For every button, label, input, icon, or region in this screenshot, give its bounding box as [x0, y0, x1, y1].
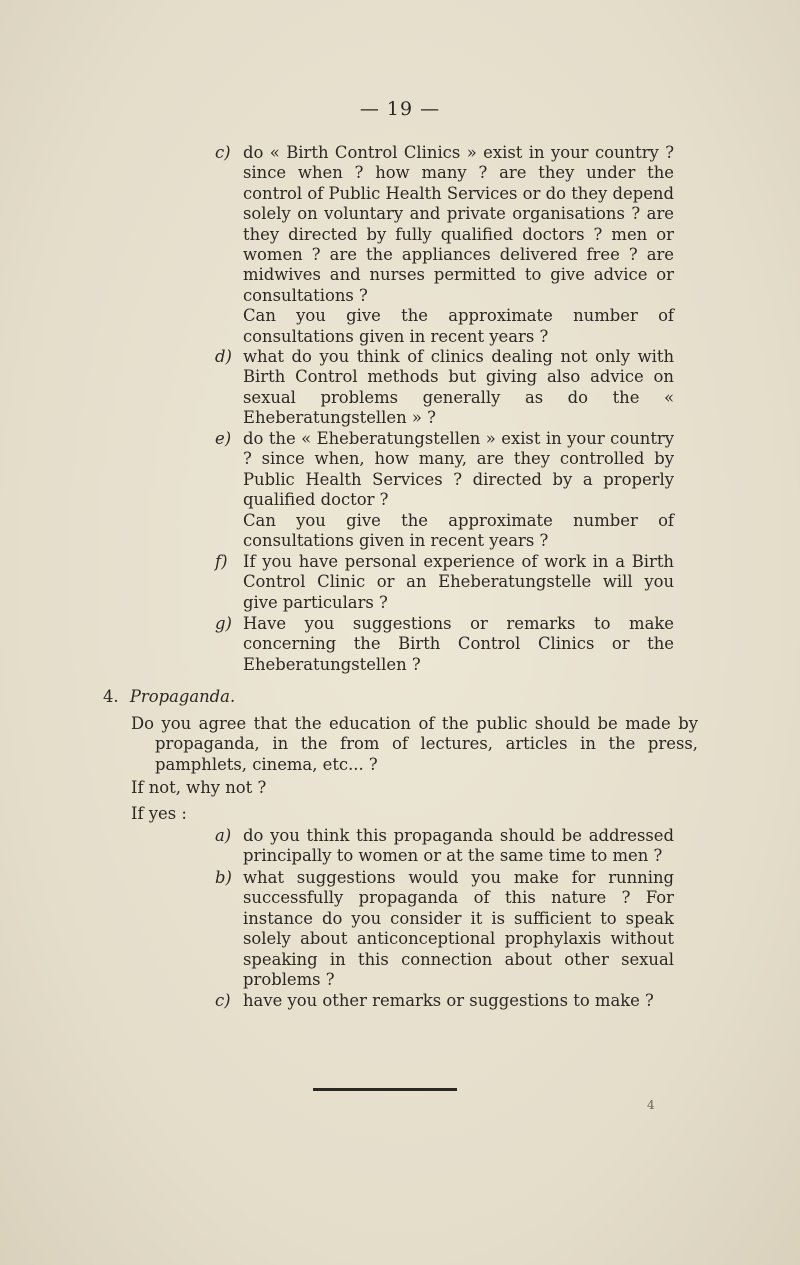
propaganda-question-b — [215, 868, 674, 990]
question-label: g) — [215, 614, 232, 633]
if-yes-line: If yes : — [131, 804, 187, 823]
question-label: f) — [215, 552, 228, 571]
section-title: Propaganda. — [129, 687, 236, 706]
if-not-line: If not, why not ? — [131, 778, 267, 797]
section-intro: Do you agree that the education of the public should be made by propaganda, in the from of lectures, articles in the press, pamphlets, cinema, etc... ? — [131, 714, 698, 774]
question-e — [215, 429, 674, 551]
question-text: do « Birth Control Clinics » exist in your country ? since when ? how many ? are they under the control of Public Health Services or do they depend solely on voluntary and private organisations ? are they directed by fully qualified doctors ? men or women ? are the appliances delivered free ? are midwives and nurses permitted to give advice or consultations ? — [243, 143, 674, 305]
question-c — [215, 143, 674, 347]
closing-rule — [313, 1088, 457, 1091]
question-label: a) — [215, 826, 232, 845]
footer-mark: 4 — [647, 1098, 655, 1112]
page-number: — 19 — — [359, 98, 441, 120]
question-text: what suggestions would you make for running successfully propaganda of this nature ? For instance do you consider it is sufficient to speak solely about anticonceptional prophylaxis without speaking in this connection about other sexual problems ? — [243, 868, 674, 990]
propaganda-question-c — [215, 991, 674, 1011]
question-label: d) — [215, 347, 232, 366]
question-label: c) — [215, 991, 231, 1010]
question-label: c) — [215, 143, 231, 162]
question-extra: Can you give the approximate number of consultations given in recent years ? — [243, 510, 674, 551]
question-text: what do you think of clinics dealing not only with Birth Control methods but giving also advice on sexual problems generally as do the « Eheberatungstellen » ? — [243, 347, 674, 428]
question-text: Have you suggestions or remarks to make concerning the Birth Control Clinics or the Eheberatungstellen ? — [243, 614, 674, 674]
question-text: have you other remarks or suggestions to make ? — [243, 991, 654, 1010]
question-text: If you have personal experience of work in a Birth Control Clinic or an Eheberatungstelle will you give particulars ? — [243, 552, 674, 612]
question-label: e) — [215, 429, 232, 448]
question-label: b) — [215, 868, 232, 887]
propaganda-question-a — [215, 826, 674, 867]
question-g — [215, 614, 674, 675]
section-4-heading — [103, 687, 235, 707]
question-f — [215, 552, 674, 613]
question-d — [215, 347, 674, 429]
question-text: do the « Eheberatungstellen » exist in your country ? since when, how many, are they controlled by Public Health Services ? directed by a properly qualified doctor ? — [243, 429, 674, 510]
question-text: do you think this propaganda should be addressed principally to women or at the same time to men ? — [243, 826, 674, 866]
section-number: 4. — [103, 687, 119, 706]
question-extra: Can you give the approximate number of consultations given in recent years ? — [243, 306, 674, 346]
